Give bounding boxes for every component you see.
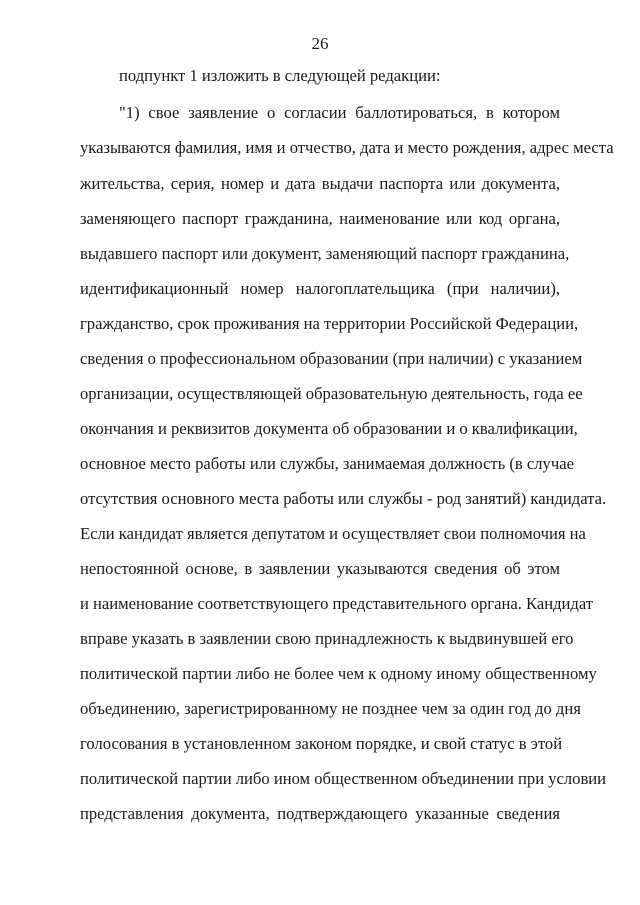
text-line: выдавшего паспорт или документ, заменяющий паспорт гражданина, — [80, 244, 570, 263]
text-line: голосования в установленном законом порядке, и свой статус в этой — [80, 734, 563, 753]
text-line: указываются фамилия, имя и отчество, дата и место рождения, адрес места — [80, 138, 614, 157]
text-line: и наименование соответствующего представительного органа. Кандидат — [80, 594, 594, 613]
text-line: идентификационный номер налогоплательщика (при наличии), — [80, 279, 560, 298]
text-line: объединению, зарегистрированному не позднее чем за один год до дня — [80, 699, 581, 718]
text-line: подпункт 1 изложить в следующей редакции: — [119, 66, 441, 85]
text-line: окончания и реквизитов документа об образовании и о квалификации, — [80, 419, 578, 438]
text-line: представления документа, подтверждающего указанные сведения — [80, 804, 560, 823]
text-line: заменяющего паспорт гражданина, наименование или код органа, — [80, 209, 560, 228]
text-line: гражданство, срок проживания на территории Российской Федерации, — [80, 314, 579, 333]
page-number: 26 — [311, 34, 329, 53]
text-line: политической партии либо ином общественном объединении при условии — [80, 769, 607, 788]
text-line: Если кандидат является депутатом и осуществляет свои полномочия на — [80, 524, 586, 543]
text-line: вправе указать в заявлении свою принадлежность к выдвинувшей его — [80, 629, 574, 648]
text-line: сведения о профессиональном образовании (при наличии) с указанием — [80, 349, 583, 368]
text-line: непостоянной основе, в заявлении указываются сведения об этом — [80, 559, 560, 578]
text-line: политической партии либо не более чем к одному иному общественному — [80, 664, 597, 683]
text-line: отсутствия основного места работы или службы - род занятий) кандидата. — [80, 489, 607, 508]
text-line: основное место работы или службы, занимаемая должность (в случае — [80, 454, 574, 473]
text-line: жительства, серия, номер и дата выдачи паспорта или документа, — [80, 174, 560, 193]
text-line: организации, осуществляющей образовательную деятельность, года ее — [80, 384, 583, 403]
text-line: "1) свое заявление о согласии баллотироваться, в котором — [119, 103, 560, 122]
